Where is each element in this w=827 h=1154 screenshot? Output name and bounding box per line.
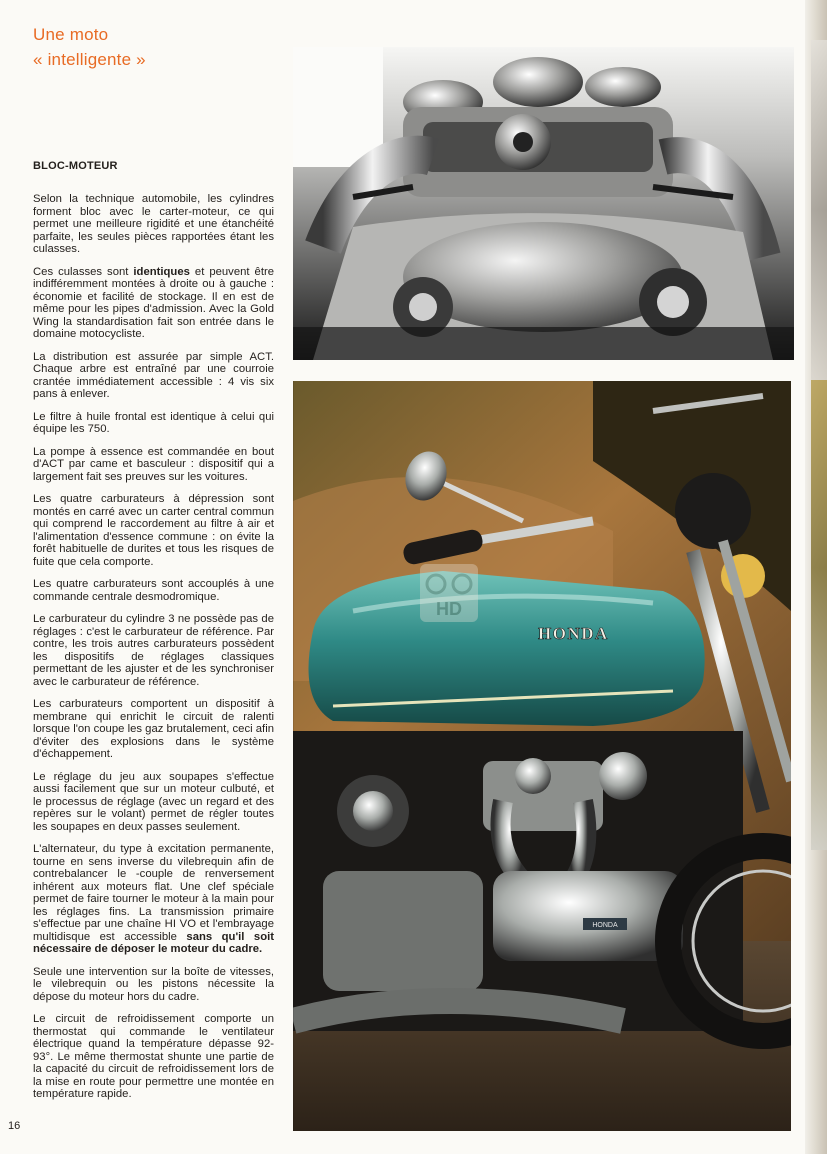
paragraph: Selon la technique automobile, les cylindres forment bloc avec le carter-moteur, ce qui permet une meilleure rigidité et une étanchéité parfaite, les seules pièces rapportées étant les culasses. (33, 193, 274, 255)
heading-line-2: « intelligente » (33, 50, 146, 69)
page-number: 16 (8, 1120, 21, 1132)
next-page-edge-gold (811, 380, 827, 850)
next-page-edge-gray (811, 40, 827, 380)
valve-cover-brand: HONDA (592, 922, 618, 929)
paragraph: La distribution est assurée par simple ACT. Chaque arbre est entraîné par une courroie crantée immédiatement accessible : 4 vis six pans à enlever. (33, 350, 274, 400)
heading-line-1: Une moto (33, 25, 109, 44)
section-title: BLOC-MOTEUR (33, 160, 118, 172)
bold-text-run: identiques (133, 265, 190, 278)
paragraph: Les quatre carburateurs sont accouplés à une commande centrale desmodromique. (33, 578, 274, 603)
watermark-text: HD (436, 599, 462, 619)
paragraph (33, 266, 274, 341)
tank-brand-logo: HONDA (538, 624, 609, 643)
page-heading (33, 22, 146, 72)
paragraph (33, 843, 274, 956)
paragraph: Les quatre carburateurs à dépression sont montés en carré avec un carter central commun qui comprend le raccordement au filtre à air et l'alimentation d'essence commune : on évite la forêt habituelle de durites et tous les risques de fuite que cela comporte. (33, 493, 274, 568)
paragraph: Les carburateurs comportent un dispositif à membrane qui enrichit le circuit de ralenti lorsque l'on coupe les gaz brutalement, ceci afin d'éviter des explosions dans le système d'échappement. (33, 698, 274, 760)
text-run: et peuvent être indifféremment montées à droite ou à gauche : économie et facilité de stockage. Il en est de même pour les pipes d'admission. Avec la Gold Wing la standardisation fait son entrée dans le domaine motocycliste. (33, 265, 274, 340)
text-run: Ces culasses sont (33, 265, 134, 278)
page-edge-shadow (805, 0, 827, 1154)
watermark-logo (418, 562, 480, 624)
paragraph: La pompe à essence est commandée en bout d'ACT par came et basculeur : dispositif qui a largement fait ses preuves sur les voitures. (33, 445, 274, 483)
paragraph: Seule une intervention sur la boîte de vitesses, le vilebrequin ou les pistons nécessite la dépose du moteur hors du cadre. (33, 965, 274, 1003)
paragraph: Le circuit de refroidissement comporte un thermostat qui commande le ventilateur électrique quand la température dépasse 92-93°. Le même thermostat shunte une partie de la capacité du circuit de refroidissement lors de la mise en route pour permettre une montée en température rapide. (33, 1013, 274, 1100)
paragraph: Le filtre à huile frontal est identique à celui qui équipe les 750. (33, 410, 274, 435)
bold-text-run: sans qu'il soit nécessaire de déposer le moteur du cadre. (33, 930, 274, 955)
motorcycle-photo (293, 381, 791, 1131)
paragraph: Le réglage du jeu aux soupapes s'effectue aussi facilement que sur un moteur culbuté, et le processus de réglage (avec un regard et des repères sur le volant) permet de régler toutes les soupapes en deux passes seulement. (33, 770, 274, 833)
paragraph: Le carburateur du cylindre 3 ne possède pas de réglages : c'est le carburateur de référence. Par contre, les trois autres carburateurs possèdent les dispositifs de réglages classiques permettant de les ajuster et de les synchroniser avec le carburateur de référence. (33, 613, 274, 688)
body-text-column (33, 193, 274, 1111)
engine-photo (293, 47, 794, 360)
text-run: L'alternateur, du type à excitation permanente, tourne en sens inverse du vilebrequin afin de contrebalancer le -couple de renversement inhérent aux moteurs flat. Une clef spéciale permet de faire tourner le moteur à la main pour les réglages fins. La transmission primaire s'effectue par une chaîne HI VO et l'embrayage multidisque est accessible (33, 843, 274, 943)
